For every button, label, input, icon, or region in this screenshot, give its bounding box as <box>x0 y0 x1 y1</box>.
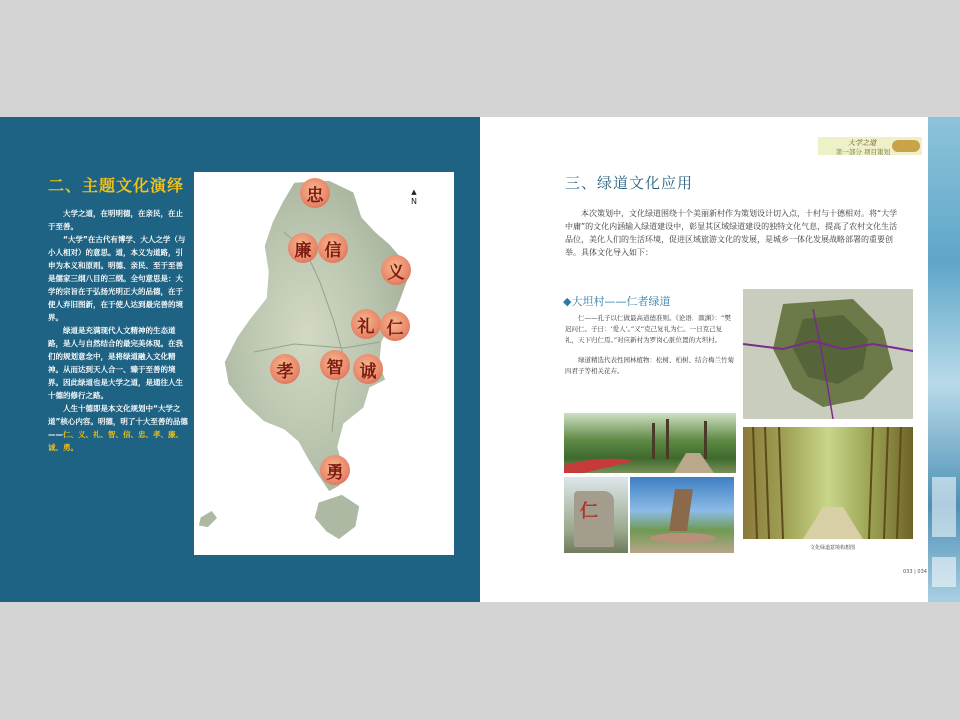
vehicle-icon <box>892 140 920 152</box>
stone-tablet-photo <box>564 477 628 553</box>
left-page <box>0 117 480 602</box>
decorative-edge-strip <box>928 117 960 602</box>
seal-zhi: 智 <box>320 350 350 380</box>
header-subtitle: 第一部分 项目策划 <box>835 148 890 156</box>
paragraph: “大学”在古代有博学、大人之学（与小人相对）的意思。道，本义为道路，引申为本义和原则。明德、亲民、至于至善是儒家三纲八目的三纲。全句意思是：大学的宗旨在于弘扬光明正大的品德，在于使人弃旧图新，在于使人达到最完善的境界。 <box>48 235 186 322</box>
paragraph: 绿道是充满现代人文精神的生态道路，是人与自然结合的最完美体现。在我们的规划意念中，是将绿道融入文化精神。从而达到天人合一、臻于至善的境界。因此绿道也是大学之道，是通往人生十德的修行之路。 <box>48 326 183 400</box>
seal-xiao: 孝 <box>270 354 300 384</box>
seal-lian: 廉 <box>288 233 318 263</box>
left-page-title: 二、主题文化演绎 <box>48 176 185 195</box>
paragraph: 仁——孔子以仁做最高道德准则。《论语．颜渊》：“樊迟问仁。子曰：‘爱人’。”又“克己复礼为仁。一日克己复礼，天下归仁焉。”对应新村为罗岗心脏位置的大坦村。 <box>565 314 731 344</box>
sculpture-plaza-photo <box>630 477 734 553</box>
seal-ren: 仁 <box>380 311 410 341</box>
seal-yi: 义 <box>381 255 411 285</box>
village-subheading: ◆大坦村——仁者绿道 <box>563 295 671 308</box>
stone-character: 仁 <box>580 501 598 522</box>
seal-cheng: 诚 <box>353 354 383 384</box>
north-arrow-icon: ▲ N <box>411 188 417 206</box>
page-numbers: 033 | 034 <box>903 569 927 575</box>
paragraph: 绿道精选代表性园林植物：松树、柏树、结合梅兰竹菊四君子等相关花卉。 <box>565 356 734 375</box>
village-map <box>194 172 454 555</box>
paragraph <box>48 402 190 454</box>
header-title: 大学之道 <box>848 139 876 147</box>
bamboo-passage-photo <box>743 427 913 539</box>
north-label: N <box>411 197 417 206</box>
right-page <box>480 117 928 602</box>
photo-caption: 文化绿道意境构想图 <box>810 545 856 551</box>
intro-paragraph: 本次策划中，文化绿道围绕十个美丽新村作为策划设计切入点，十村与十德相对。将“大学中庸”的文化内涵输入绿道建设中，彰显其区域绿道建设的独特文化气息，提高了农村文化生活品位，美化人们的生活环境，促进区域旅游文化的发展，是城乡一体化发展战略部署的重要创举。具体文化导入如下： <box>565 209 898 257</box>
virtues-highlight: 仁、义、礼、智、信、忠、孝、廉、诚、勇。 <box>48 430 183 452</box>
aerial-route-photo <box>743 289 913 419</box>
brochure-spread <box>0 117 960 602</box>
seal-zhong: 忠 <box>300 178 330 208</box>
seal-yong: 勇 <box>320 455 350 485</box>
seal-li: 礼 <box>351 309 381 339</box>
paragraph: 大学之道，在明明德，在亲民，在止于至善。 <box>48 209 183 231</box>
seal-xin: 信 <box>318 233 348 263</box>
forest-greenway-photo <box>564 413 736 473</box>
section-header-badge <box>818 137 922 155</box>
left-page-body <box>48 207 190 454</box>
right-page-title: 三、绿道文化应用 <box>565 174 694 192</box>
paragraph-lead: 人生十德即是本文化规划中“大学之道”核心内容。明德，明了十大至善的品德—— <box>48 404 188 439</box>
village-description <box>565 313 735 386</box>
